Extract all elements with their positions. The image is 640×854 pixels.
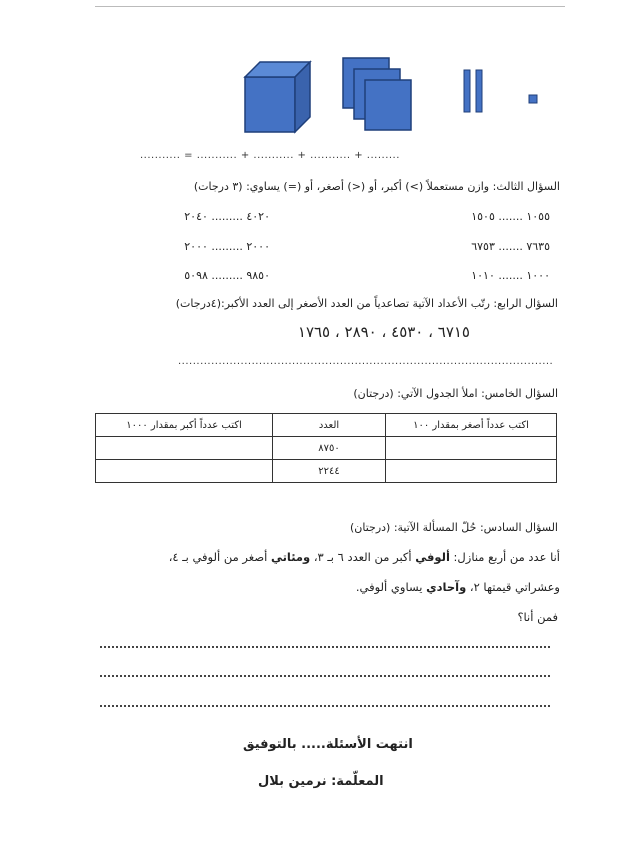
q6-thousands-word: ألوفي [415,550,450,564]
q5-row2-more-cell[interactable] [96,460,273,483]
q6-question: فمن أنا؟ [517,610,558,624]
q3-row1-right: ١٠٥٥ ....... ١٥٠٥ [471,210,550,223]
q6-line1-e: أصغر من ألوفي بـ ٤، [168,550,271,564]
q3-row3-left: ٩٨٥٠ ......... ٥٠٩٨ [184,269,270,282]
q3-row1-left: ٤٠٢٠ ......... ٢٠٤٠ [184,210,270,223]
q6-hundreds-word: ومئاتي [270,550,311,564]
q6-tens-word: وعشراتي [514,580,560,594]
q5-row1-more-cell[interactable] [96,437,273,460]
unit-cube-icon [529,95,537,103]
q6-line1 [169,550,560,564]
end-message: انتهت الأسئلة..... بالتوفيق [243,737,413,752]
q4-title: السؤال الرابع: رتّب الأعداد الآتية تصاعدياً من العدد الأصغر إلى العدد الأكبر:(٤درجات) [175,297,558,310]
blocks-equation-line: ........... = ........... + ........... + ........... + ......... [140,150,400,161]
q5-header-less: اكتب عدداً أصغر بمقدار ١٠٠ [386,414,557,437]
answer-line-1[interactable] [100,646,550,648]
q6-line2-b: قيمتها ٢، [466,580,515,594]
q3-row2-right: ٧٦٣٥ ....... ٦٧٥٣ [471,240,550,253]
thousand-cube-icon [245,62,310,132]
q3-row3-right: ١٠٠٠ ....... ١٠١٠ [471,269,550,282]
q6-line1-a: أنا عدد من أربع منازل: [449,550,560,564]
answer-line-3[interactable] [100,705,550,707]
q5-header-number: العدد [273,414,386,437]
q6-line1-c: أكبر من العدد ٦ بـ ٣، [310,550,416,564]
q3-title: السؤال الثالث: وازن مستعملاً (>) أكبر، أو (<) أصغر، أو (=) يساوي: (٣ درجات) [193,180,560,193]
q5-header-more: اكتب عدداً أكبر بمقدار ١٠٠٠ [96,414,273,437]
table-row [96,460,557,483]
q5-row2-number: ٢٢٤٤ [273,460,386,483]
q4-numbers: ٦٧١٥ ، ٤٥٣٠ ، ٢٨٩٠ ، ١٧٦٥ [297,323,470,341]
table-header-row [96,414,557,437]
hundred-flats-icon [343,58,411,130]
q4-answer-line: ...................................................................................................... [178,356,554,367]
q5-title: السؤال الخامس: املأ الجدول الآتي: (درجتان) [353,387,558,400]
q5-row1-less-cell[interactable] [386,437,557,460]
teacher-name: المعلّمة: نرمين بلال [258,774,384,789]
ten-rods-icon [464,70,482,112]
q5-table [95,413,557,483]
q5-row1-number: ٨٧٥٠ [273,437,386,460]
q6-line2-d: يساوي ألوفي. [355,580,427,594]
table-row [96,437,557,460]
q3-row2-left: ٢٠٠٠ ......... ٢٠٠٠ [184,240,270,253]
q6-title: السؤال السادس: حُلّ المسألة الآتية: (درجتان) [349,521,558,534]
base-ten-blocks-figure [235,55,555,135]
q6-ones-word: وآحادي [426,580,467,594]
top-border-line [95,6,565,7]
answer-line-2[interactable] [100,675,550,677]
q6-line2 [356,580,560,594]
q5-row2-less-cell[interactable] [386,460,557,483]
